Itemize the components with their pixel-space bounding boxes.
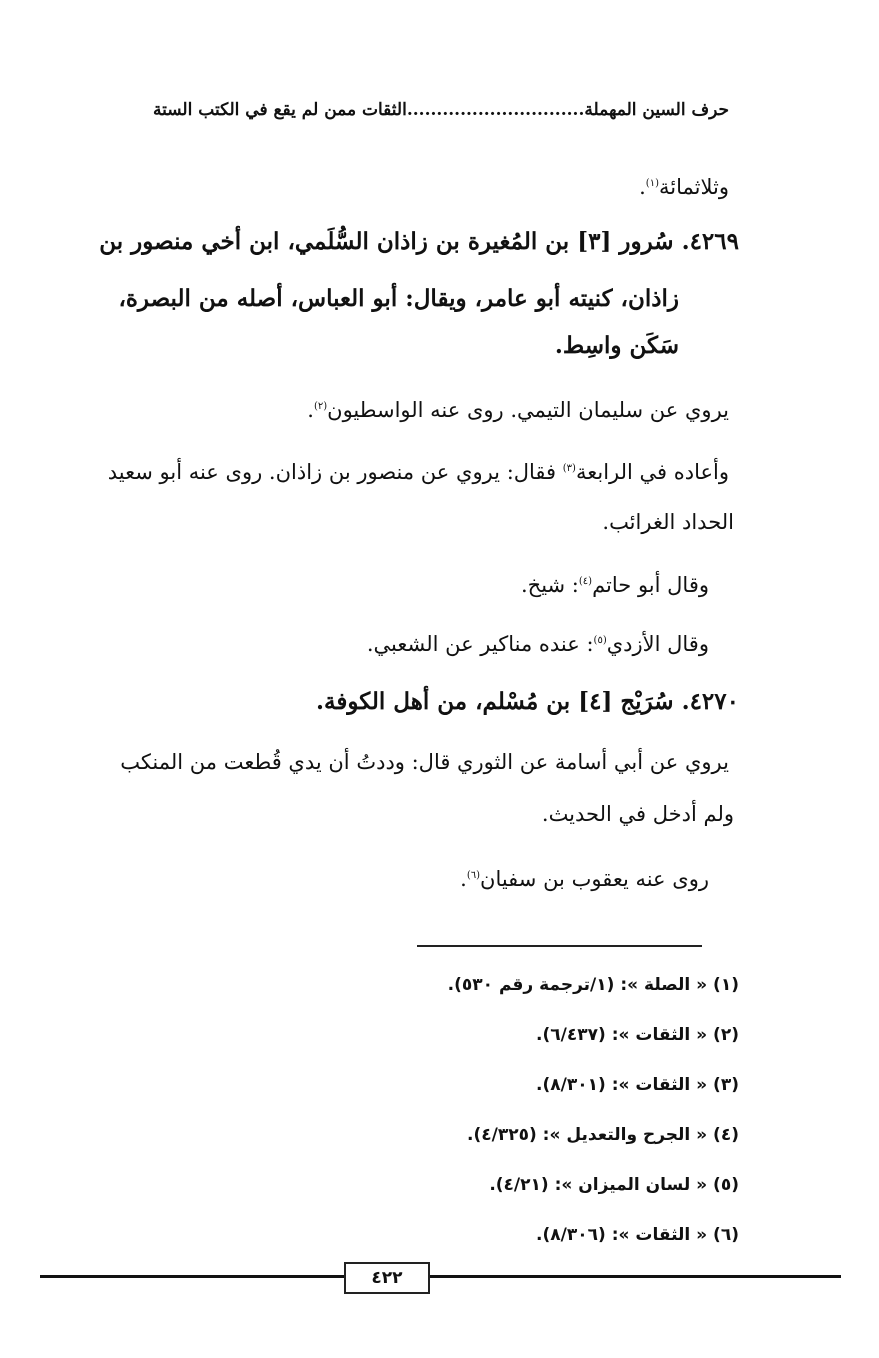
running-header	[80, 100, 729, 120]
text-line: وثلاثمائة$^{(١)}$.	[639, 175, 729, 199]
entry-number: ٤٢٧٠.	[681, 688, 739, 715]
entry-4269	[99, 213, 739, 271]
bottom-rule-right	[426, 1275, 841, 1278]
text-line: وقال الأزدي$^{(٥)}$: عنده مناكير عن الشعبي.	[366, 632, 709, 656]
text-line: يروي عن سليمان التيمي. روى عنه الواسطيون$^{(٢)}$.	[307, 398, 729, 422]
header-chapter: حرف السين المهملة	[584, 100, 729, 120]
page-number: ٤٢٢	[344, 1262, 430, 1294]
entry-title: سُرور [٣] بن المُغيرة بن زاذان السُّلَمي، ابن أخي منصور بن	[99, 228, 674, 255]
bottom-rule-left	[40, 1275, 345, 1278]
text-line: يروي عن أبي أسامة عن الثوري قال: وددتُ أن يدي قُطعت من المنكب	[120, 750, 729, 774]
footnotes	[60, 960, 739, 1260]
text-line: وأعاده في الرابعة$^{(٣)}$ فقال: يروي عن منصور بن زاذان. روى عنه أبو سعيد	[107, 460, 729, 484]
header-book-title: الثقات ممن لم يقع في الكتب الستة	[153, 100, 407, 120]
text-line: ولم أدخل في الحديث.	[541, 802, 734, 826]
footnote-2: (٢) « الثقات »: (٦/٤٣٧).	[536, 1025, 739, 1045]
text-line: الحداد الغرائب.	[602, 510, 734, 534]
entry-line: سَكَن واسِط.	[554, 332, 679, 359]
footnote-3: (٣) « الثقات »: (٨/٣٠١).	[536, 1075, 739, 1095]
entry-line: زاذان، كنيته أبو عامر، ويقال: أبو العباس، أصله من البصرة،	[118, 285, 679, 312]
footnote-1: (١) « الصلة »: (١/ترجمة رقم ٥٣٠).	[447, 975, 739, 995]
footnote-separator	[417, 945, 702, 947]
entry-title: سُرَيْج [٤] بن مُسْلم، من أهل الكوفة.	[315, 688, 674, 715]
entry-4270	[316, 673, 739, 731]
footnote-6: (٦) « الثقات »: (٨/٣٠٦).	[536, 1225, 739, 1245]
text-line: روى عنه يعقوب بن سفيان$^{(٦)}$.	[460, 867, 709, 891]
footnote-4: (٤) « الجرح والتعديل »: (٤/٣٢٥).	[467, 1125, 739, 1145]
header-dots: ..............................	[406, 100, 585, 120]
footnote-5: (٥) « لسان الميزان »: (٤/٢١).	[489, 1175, 739, 1195]
text-line: وقال أبو حاتم$^{(٤)}$: شيخ.	[520, 573, 709, 597]
entry-number: ٤٢٦٩.	[681, 228, 739, 255]
